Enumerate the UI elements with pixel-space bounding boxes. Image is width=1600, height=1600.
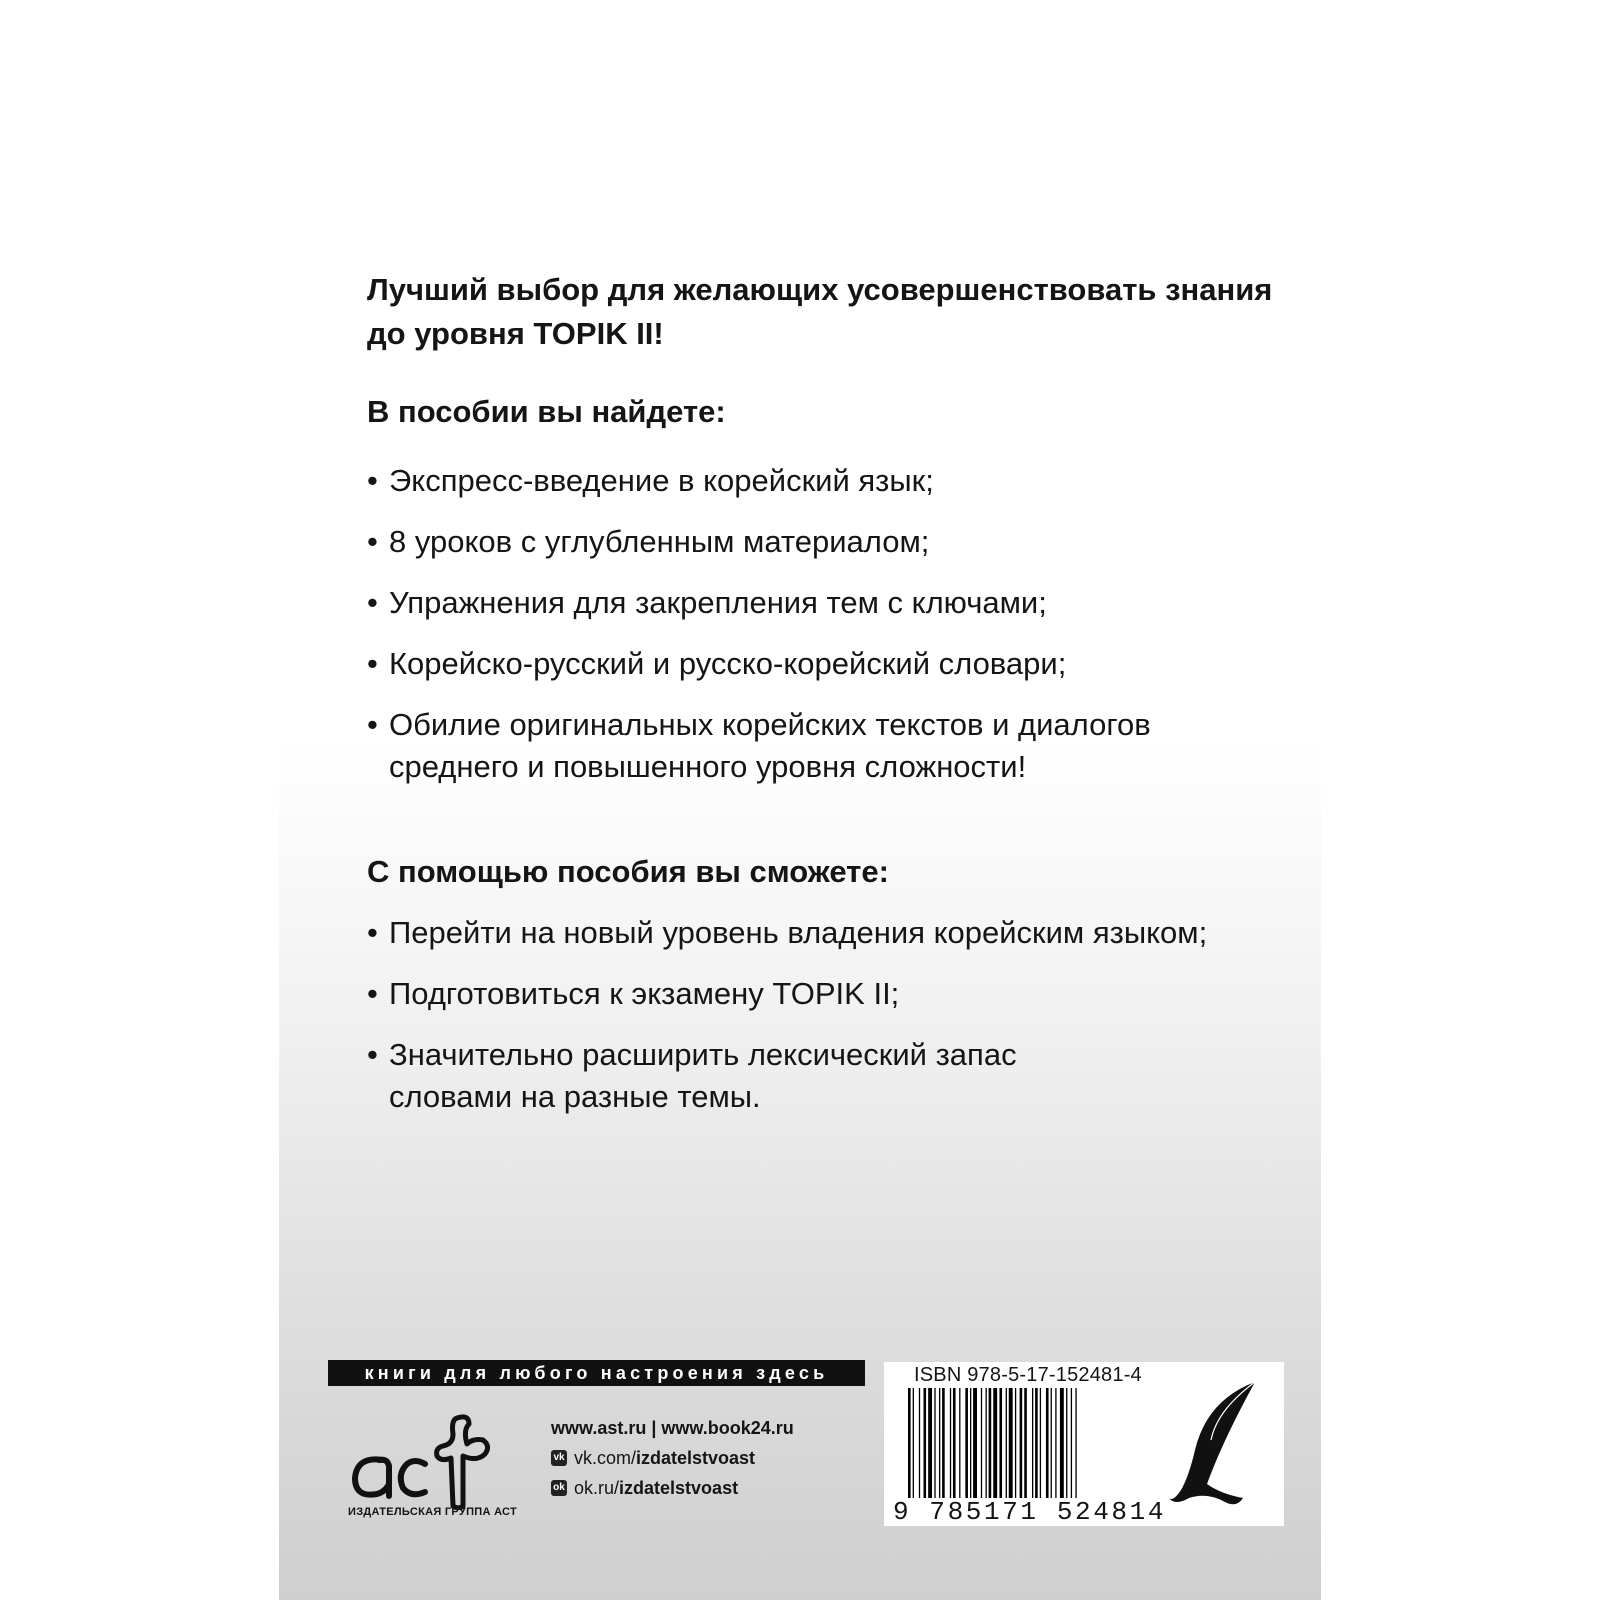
barcode-bar xyxy=(1060,1388,1064,1498)
barcode-bar xyxy=(1020,1388,1023,1498)
vk-link[interactable]: vk vk.com/ izdatelstvoast xyxy=(551,1443,794,1473)
barcode-bar xyxy=(939,1388,940,1498)
barcode-digits: 9 785171 524814 xyxy=(893,1497,1167,1527)
barcode-bar xyxy=(928,1388,932,1498)
bullet: • xyxy=(367,646,378,681)
barcode-bar xyxy=(989,1388,992,1498)
barcode-bar xyxy=(950,1388,951,1498)
barcode-bar xyxy=(1009,1388,1013,1498)
list-item: • Обилие оригинальных корейских текстов и диалогов среднего и повышенного уровня сложности! xyxy=(367,704,1227,788)
barcode-bar xyxy=(1015,1388,1016,1498)
barcode-bar xyxy=(993,1388,997,1498)
barcode-bar xyxy=(970,1388,971,1498)
barcode-bar xyxy=(919,1388,920,1498)
headline: Лучший выбор для желающих усовершенствовать знания до уровня TOPIK II! xyxy=(367,272,1273,351)
barcode-bar xyxy=(924,1388,927,1498)
barcode-bar xyxy=(934,1388,935,1498)
barcode-bar xyxy=(965,1388,968,1498)
bullet: • xyxy=(367,1037,378,1072)
barcode-bar xyxy=(1071,1388,1072,1498)
section-title-find: В пособии вы найдете: xyxy=(367,394,726,429)
bullet: • xyxy=(367,524,378,559)
barcode-bar xyxy=(942,1388,945,1498)
barcode-bar xyxy=(1055,1388,1056,1498)
vk-icon: vk xyxy=(551,1450,567,1466)
list-item: • Упражнения для закрепления тем с ключами; xyxy=(367,582,1227,624)
benefits-list xyxy=(367,912,1287,1137)
logo-text: аст xyxy=(345,1400,347,1401)
publisher-links xyxy=(551,1413,794,1503)
barcode-bar xyxy=(981,1388,982,1498)
barcode-bar xyxy=(1040,1388,1041,1498)
websites[interactable]: www.ast.ru | www.book24.ru xyxy=(551,1417,794,1438)
list-item: • Значительно расширить лексический запас словами на разные темы. xyxy=(367,1034,1089,1118)
barcode-bar xyxy=(913,1388,914,1498)
bullet: • xyxy=(367,463,378,498)
bullet: • xyxy=(367,976,378,1011)
barcode-bar xyxy=(1024,1388,1027,1498)
list-item: • Перейти на новый уровень владения корейским языком; xyxy=(367,912,1287,954)
barcode-bar xyxy=(986,1388,987,1498)
barcode-bar xyxy=(1032,1388,1033,1498)
barcode-bar xyxy=(1035,1388,1038,1498)
list-item: • Корейско-русский и русско-корейский словари; xyxy=(367,643,1227,685)
ok-link[interactable]: ok ok.ru/ izdatelstvoast xyxy=(551,1473,794,1503)
publisher-name: ИЗДАТЕЛЬСКАЯ ГРУППА АСТ xyxy=(348,1506,518,1518)
bullet: • xyxy=(367,915,378,950)
list-item: • Подготовиться к экзамену TOPIK II; xyxy=(367,973,1287,1015)
barcode-bar xyxy=(953,1388,956,1498)
isbn: ISBN 978-5-17-152481-4 xyxy=(914,1364,1142,1386)
barcode-bar xyxy=(1075,1388,1076,1498)
features-list xyxy=(367,460,1227,807)
barcode-bar xyxy=(973,1388,977,1498)
bullet: • xyxy=(367,707,378,742)
quill-logo xyxy=(1167,1380,1267,1510)
ok-icon: ok xyxy=(551,1480,567,1496)
barcode-bar xyxy=(959,1388,960,1498)
ast-logo xyxy=(345,1400,545,1510)
barcode xyxy=(908,1388,1144,1498)
list-item: • Экспресс-введение в корейский язык; xyxy=(367,460,1227,502)
list-item: • 8 уроков с углубленным материалом; xyxy=(367,521,1227,563)
barcode-bar xyxy=(999,1388,1002,1498)
barcode-bar xyxy=(1006,1388,1007,1498)
barcode-bar xyxy=(908,1388,911,1498)
barcode-bar xyxy=(1046,1388,1049,1498)
bullet: • xyxy=(367,585,378,620)
section-title-can: С помощью пособия вы сможете: xyxy=(367,854,889,889)
barcode-bar xyxy=(1066,1388,1067,1498)
slogan-bar: книги для любого настроения здесь xyxy=(328,1360,865,1386)
barcode-bar xyxy=(1051,1388,1052,1498)
